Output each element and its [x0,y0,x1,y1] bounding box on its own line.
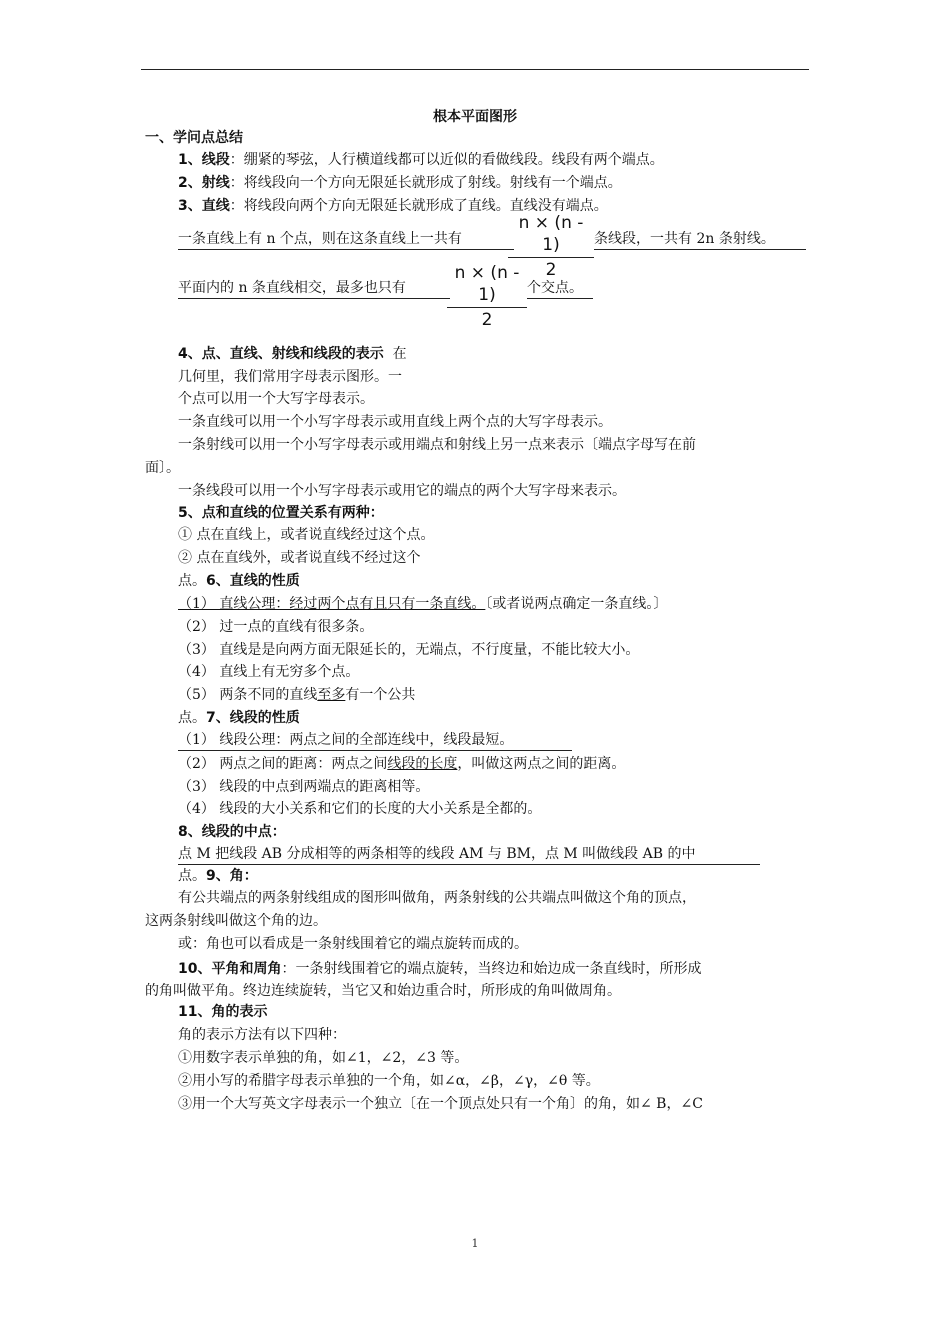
fraction [447,262,527,331]
text: （2） 两点之间的距离：两点之间 [178,756,388,772]
paragraph-line: 一条线段可以用一个小写字母表示或用它的端点的两个大写字母来表示。 [178,483,626,499]
numerator: n × (n - 1) [518,213,584,255]
section-heading: 8、线段的中点： [178,824,286,840]
list-item [178,753,625,775]
list-item: （3） 线段的中点到两端点的距离相等。 [178,779,430,795]
paragraph-line: 这两条射线叫做这个角的边。 [145,913,327,929]
fraction-bar [447,307,527,308]
page-number: 1 [471,1237,479,1250]
list-item: （3） 直线是是向两方面无限延长的，无端点，不行度量，不能比较大小。 [178,642,640,658]
term: 10、平角和周角 [178,961,282,977]
list-item [178,684,415,706]
section-heading [178,570,300,592]
heading-text: 9、角： [206,868,258,884]
underlined-text: （1） 直线公理：经过两个点有且只有一条直线。 [178,596,486,612]
list-item: ②用小写的希腊字母表示单独的一个角，如∠α，∠β，∠γ，∠θ 等。 [178,1073,600,1089]
list-item: ① 点在直线上，或者说直线经过这个点。 [178,527,435,543]
underlined-text: 至多 [317,687,346,703]
heading-text: 4、点、直线、射线和线段的表示 [178,346,384,362]
list-item: （4） 线段的大小关系和它们的长度的大小关系是全都的。 [178,801,542,817]
term: 2、射线 [178,175,230,191]
header-rule [141,69,809,70]
paragraph-line: 点 M 把线段 AB 分成相等的两条相等的线段 AM 与 BM，点 M 叫做线段 AB 的中 [178,844,760,865]
formula-text-before: 平面内的 n 条直线相交，最多也只有 [178,278,450,299]
section-heading: 5、点和直线的位置关系有两种： [178,505,384,521]
numerator: n × (n - 1) [454,263,520,305]
paragraph-line: 有公共端点的两条射线组成的图形叫做角，两条射线的公共端点叫做这个角的顶点， [178,890,696,906]
text: 点。 [178,710,206,726]
heading-text: 6、直线的性质 [206,573,300,589]
underlined-text: 线段的长度 [387,756,458,772]
section-heading [178,343,407,365]
text: ：将线段向一个方向无限延长就形成了射线。射线有一个端点。 [229,175,622,191]
term: 3、直线 [178,198,230,214]
text: ：将线段向两个方向无限延长就形成了直线。直线没有端点。 [229,198,608,214]
paragraph [178,149,664,171]
list-item: （1） 线段公理：两点之间的全部连线中，线段最短。 [178,730,572,751]
formula-text-before: 一条直线上有 n 个点，则在这条直线上一共有 [178,229,514,250]
text: ：一条射线围着它的端点旋转，当终边和始边成一条直线时，所形成 [281,961,702,977]
denominator: 2 [545,260,557,280]
list-item: （4） 直线上有无穷多个点。 [178,664,360,680]
formula-text-after: 条线段，一共有 2n 条射线。 [594,229,806,250]
paragraph-line: 几何里，我们常用字母表示图形。一 [178,369,402,385]
list-item: ③用一个大写英文字母表示一个独立〔在一个顶点处只有一个角〕的角，如∠ B，∠C [178,1096,703,1112]
section-heading [178,865,258,887]
text: 有一个公共 [345,687,416,703]
list-item: ①用数字表示单独的角，如∠1，∠2，∠3 等。 [178,1050,469,1066]
formula-text-after: 个交点。 [527,278,593,299]
paragraph-line: 角的表示方法有以下四种： [178,1027,346,1043]
text: ：绷紧的琴弦，人行横道线都可以近似的看做线段。线段有两个端点。 [229,152,664,168]
fraction-bar [508,257,594,258]
document-title: 根本平面图形 [433,109,517,125]
paragraph-line: 面〕。 [145,460,180,476]
paragraph-line: 或：角也可以看成是一条射线围着它的端点旋转而成的。 [178,936,528,952]
denominator: 2 [481,310,493,330]
section-heading: 一、学问点总结 [145,130,243,146]
paragraph-line [178,958,701,980]
paragraph [178,172,622,194]
paragraph-line: 一条直线可以用一个小写字母表示或用直线上两个点的大写字母表示。 [178,414,612,430]
text: 〔或者说两点确定一条直线。〕 [485,596,668,612]
list-item: （2） 过一点的直线有很多条。 [178,619,374,635]
text: ，叫做这两点之间的距离。 [457,756,626,772]
heading-text: 7、线段的性质 [206,710,300,726]
text: 点。 [178,868,206,884]
term: 1、线段 [178,152,230,168]
paragraph-line: 一条射线可以用一个小写字母表示或用端点和射线上另一点来表示〔端点字母写在前 [178,437,696,453]
section-heading [178,707,300,729]
text: （5） 两条不同的直线 [178,687,318,703]
list-item [178,593,667,615]
text: 点。 [178,573,206,589]
paragraph-line: 个点可以用一个大写字母表示。 [178,391,374,407]
text: 在 [392,346,407,362]
section-heading: 11、角的表示 [178,1004,268,1020]
paragraph-line: 的角叫做平角。终边连续旋转，当它又和始边重合时，所形成的角叫做周角。 [145,983,621,999]
list-item: ② 点在直线外，或者说直线不经过这个 [178,550,421,566]
